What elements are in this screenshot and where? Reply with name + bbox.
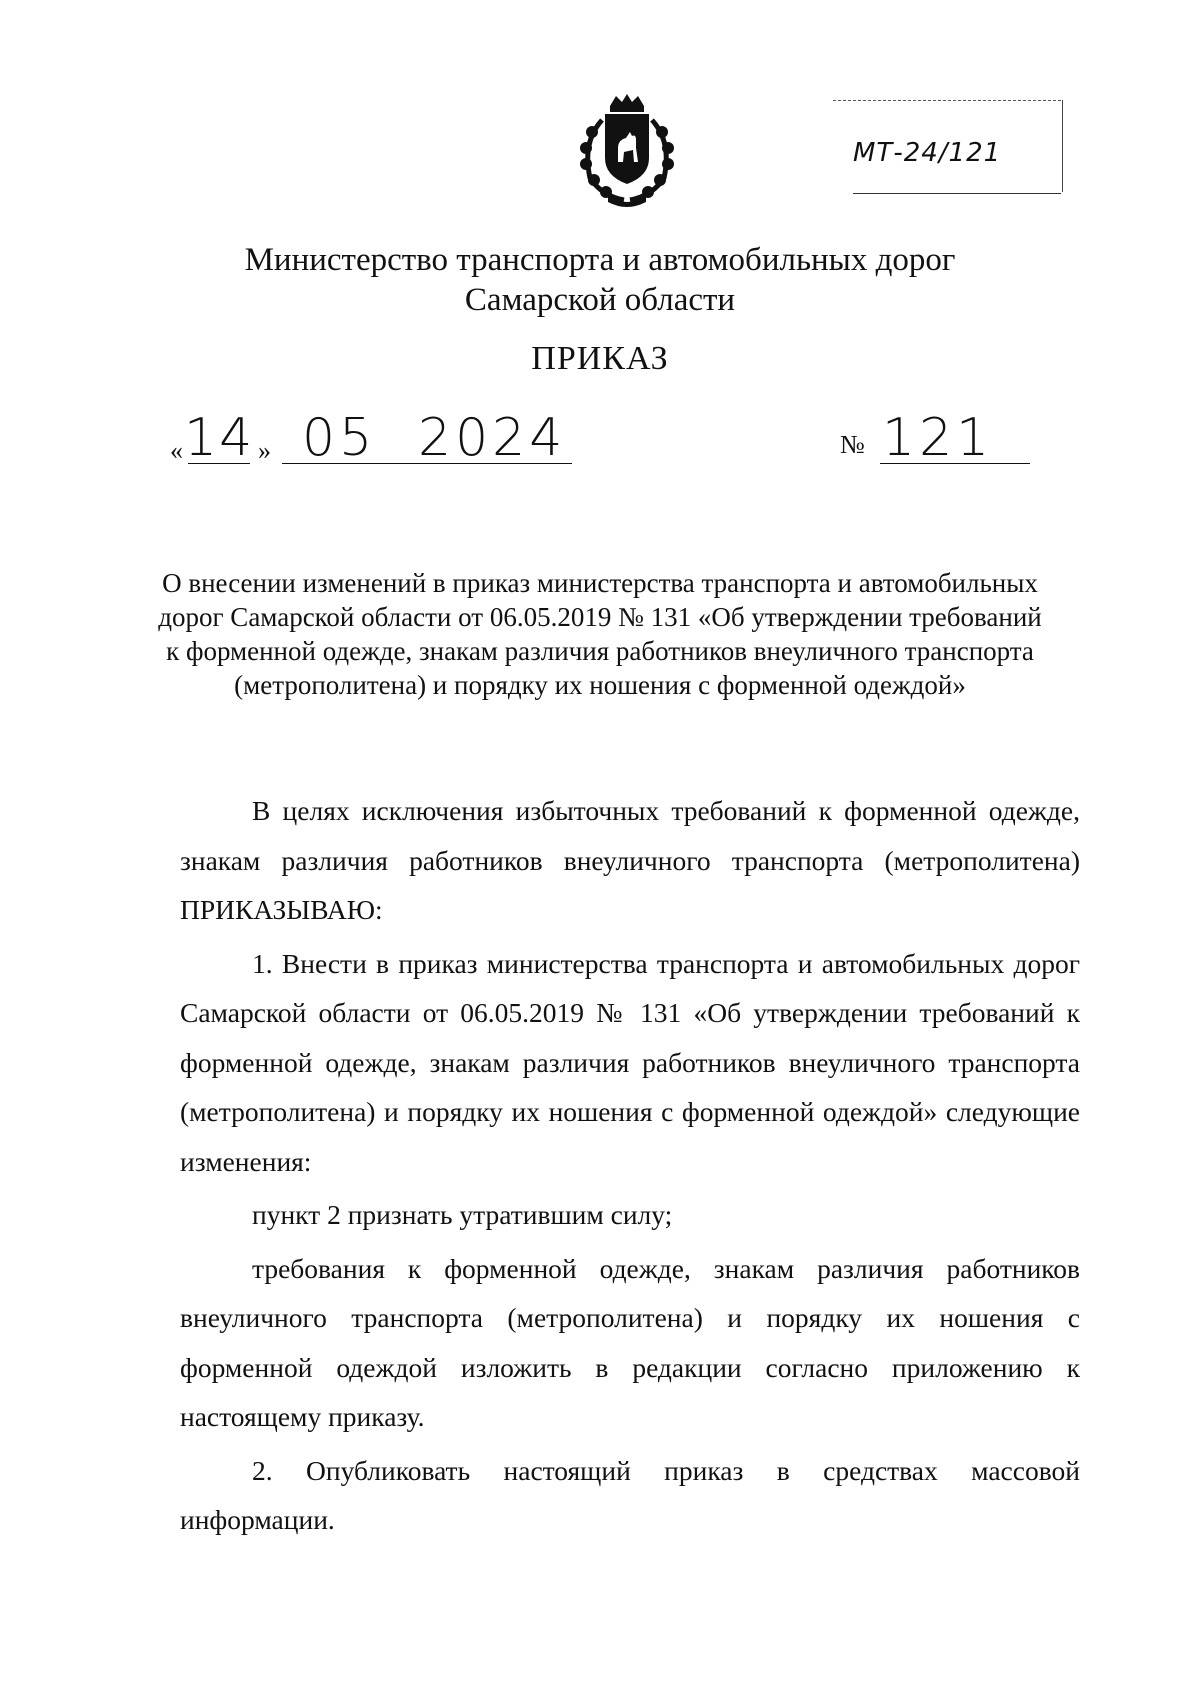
coat-of-arms-icon bbox=[572, 92, 682, 210]
number-underline bbox=[880, 463, 1030, 464]
date-underline bbox=[282, 463, 572, 464]
number-sign: № bbox=[840, 430, 865, 459]
subject-line: к форменной одежде, знакам различия работников внеуличного транспорта bbox=[166, 636, 1034, 666]
order-date bbox=[170, 408, 570, 468]
ministry-name-line: Самарской области bbox=[464, 282, 736, 318]
subject-line: (метрополитена) и порядку их ношения с форменной одеждой» bbox=[234, 670, 966, 700]
registration-stamp bbox=[823, 100, 1063, 194]
date-quote-open: « bbox=[170, 436, 183, 465]
item-1b-paragraph: требования к форменной одежде, знакам различия работников внеуличного транспорта (метрополитена) и порядку их ношения с форменной одеждой изложить в редакции согласно приложению к настоящему приказу. bbox=[180, 1252, 1080, 1432]
subject-line: дорог Самарской области от 06.05.2019 № 131 «Об утверждении требований bbox=[158, 602, 1042, 632]
date-year: 2024 bbox=[418, 408, 567, 468]
ministry-name-line: Министерство транспорта и автомобильных дорог bbox=[244, 242, 956, 278]
document-title: ПРИКАЗ bbox=[531, 340, 669, 377]
date-quote-close: » bbox=[258, 436, 271, 465]
number-value: 121 bbox=[882, 408, 994, 468]
stamp-border bbox=[1062, 100, 1063, 192]
date-month: 05 bbox=[302, 408, 377, 468]
item-1a-paragraph: пункт 2 признать утратившим силу; bbox=[252, 1199, 673, 1230]
item-2-paragraph: 2. Опубликовать настоящий приказ в средствах массовой информации. bbox=[180, 1454, 1080, 1535]
order-subject bbox=[150, 566, 1050, 702]
date-day: 14 bbox=[184, 408, 255, 468]
subject-line: О внесении изменений в приказ министерства транспорта и автомобильных bbox=[162, 568, 1038, 598]
intro-paragraph: В целях исключения избыточных требований к форменной одежде, знакам различия работников внеуличного транспорта (метрополитена) ПРИКАЗЫВАЮ: bbox=[180, 795, 1080, 925]
stamp-number: МТ-24/121 bbox=[853, 138, 1002, 168]
ministry-name bbox=[0, 240, 1200, 320]
item-1-paragraph: 1. Внести в приказ министерства транспорта и автомобильных дорог Самарской области от 06.05.2019 № 131 «Об утверждении требований к форменной одежде, знакам различия работников внеуличного транспорта (метрополитена) и порядку их ношения с форменной одеждой» следующие изменения: bbox=[180, 947, 1080, 1177]
date-underline bbox=[188, 463, 250, 464]
order-body bbox=[180, 786, 1080, 1545]
order-number bbox=[840, 408, 1040, 468]
stamp-border bbox=[853, 193, 1061, 194]
stamp-border bbox=[833, 100, 1061, 101]
